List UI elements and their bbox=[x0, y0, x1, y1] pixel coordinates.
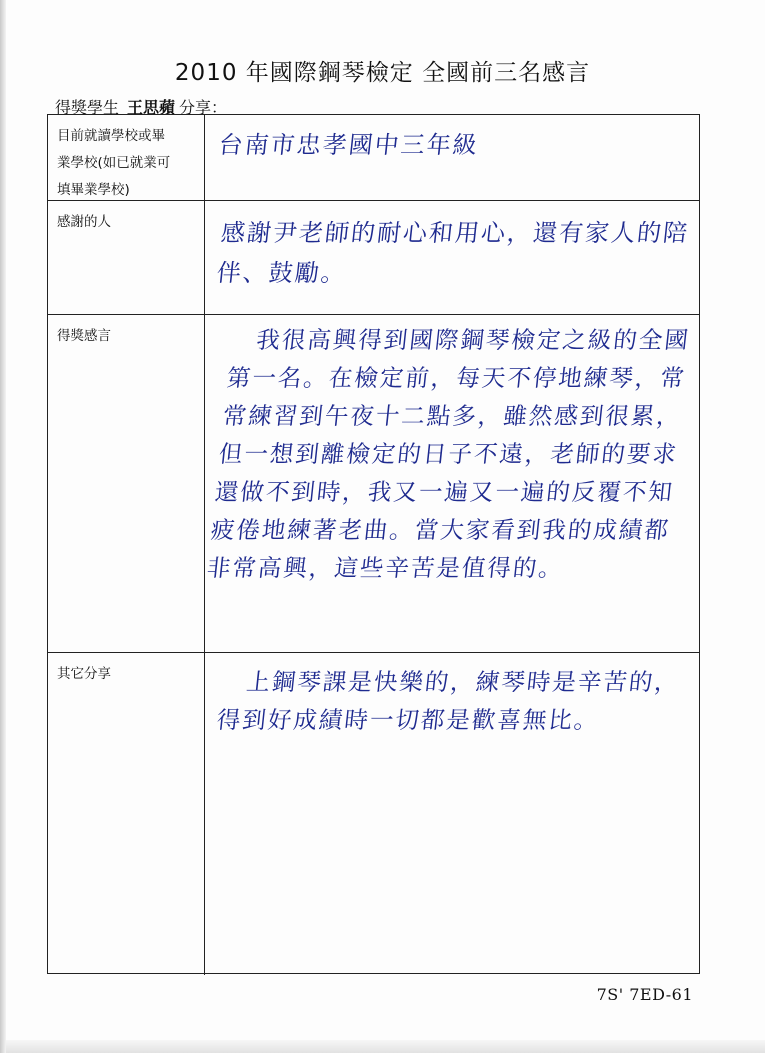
student-label: 得獎學生 bbox=[55, 98, 120, 117]
row-school bbox=[48, 115, 699, 201]
page-title: 2010 年國際鋼琴檢定 全國前三名感言 bbox=[174, 60, 591, 86]
scan-bottom-edge bbox=[6, 1040, 765, 1053]
label-thanks: 感謝的人 bbox=[48, 201, 205, 314]
row-thanks bbox=[48, 201, 699, 315]
handwritten-thanks: 感謝尹老師的耐心和用心，還有家人的陪伴、鼓勵。 bbox=[215, 219, 691, 287]
answer-school bbox=[205, 115, 701, 200]
scan-shadow-edge bbox=[0, 0, 6, 1053]
handwritten-school: 台南市忠孝國中三年級 bbox=[217, 131, 481, 159]
row-other bbox=[48, 653, 699, 975]
answer-thanks bbox=[205, 201, 701, 314]
label-other: 其它分享 bbox=[48, 653, 205, 975]
answer-other bbox=[205, 653, 701, 975]
row-speech bbox=[48, 315, 699, 653]
student-name: 王思蘋 bbox=[127, 98, 176, 117]
answer-speech bbox=[205, 315, 701, 652]
handwritten-speech: 我很高興得到國際鋼琴檢定之級的全國第一名。在檢定前，每天不停地練琴，常常練習到午夜十二點多，雖然感到很累，但一想到離檢定的日子不遠，老師的要求還做不到時，我又一遍又一遍的反覆不知疲倦地練著老曲。當大家看到我的成績都非常高興，這些辛苦是值得的。 bbox=[205, 326, 692, 582]
share-label: 分享： bbox=[179, 98, 228, 117]
handwritten-other: 上鋼琴課是快樂的，練琴時是辛苦的，得到好成績時一切都是歡喜無比。 bbox=[215, 668, 682, 734]
label-speech: 得獎感言 bbox=[48, 315, 205, 652]
label-school: 目前就讀學校或畢 業學校(如已就業可 填畢業學校) bbox=[48, 115, 205, 200]
form-code: 7S' 7ED-61 bbox=[596, 985, 693, 1004]
testimonial-form-table bbox=[47, 114, 700, 974]
